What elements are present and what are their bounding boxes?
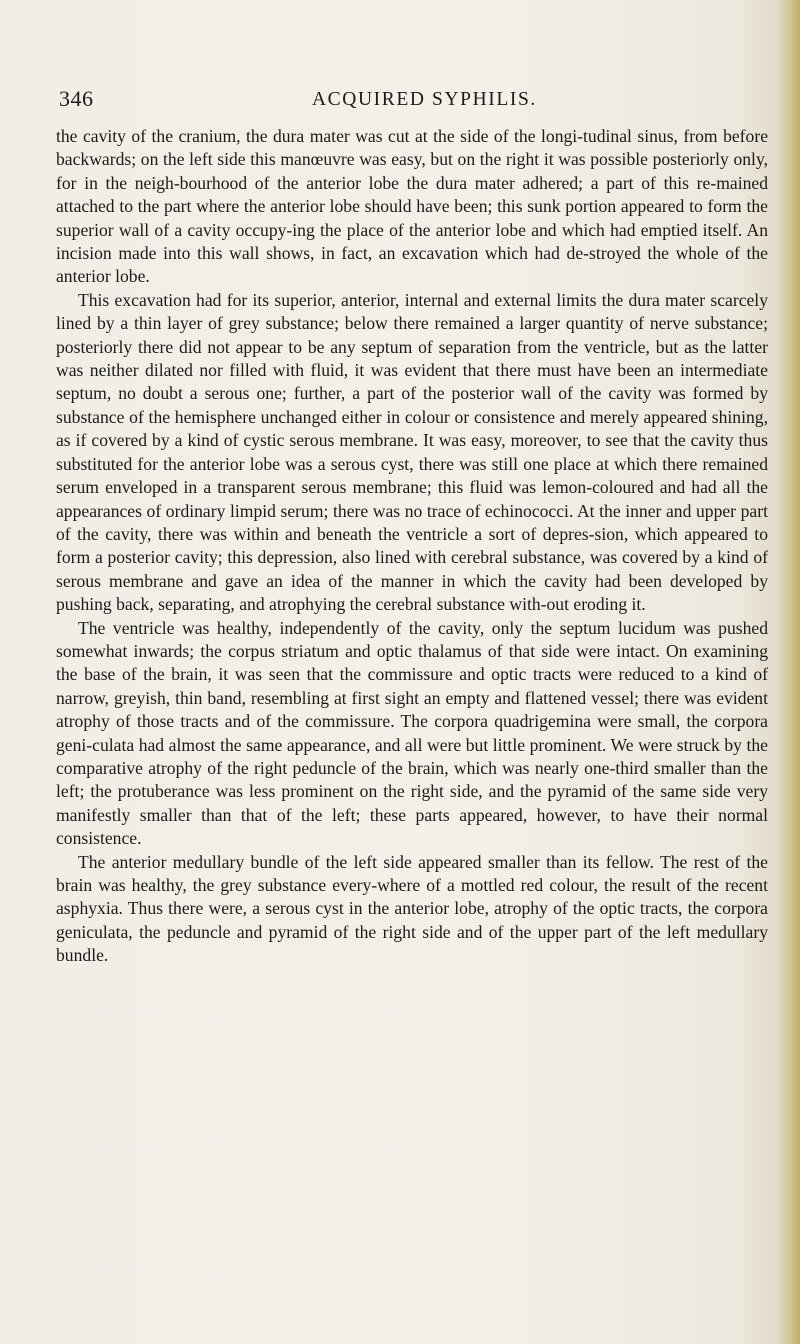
running-head: ACQUIRED SYPHILIS. [312,89,537,110]
paragraph: the cavity of the cranium, the dura mater was cut at the side of the longi-tudinal sinus, from before backwards; on the left side this manœuvre was easy, but on the right it was possible posteriorly only, for in the neigh-bourhood of the anterior lobe the dura mater adhered; a part of this re-mained attached to the part where the anterior lobe should have been; this sunk portion appeared to form the superior wall of a cavity occupy-ing the place of the anterior lobe and which had emptied itself. An incision made into this wall shows, in fact, an excavation which had de-stroyed the whole of the anterior lobe. [56,126,768,287]
page-header [0,86,800,116]
paragraph: The ventricle was healthy, independently of the cavity, only the septum lucidum was pushed somewhat inwards; the corpus striatum and optic thalamus of that side were intact. On examining the base of the brain, it was seen that the commissure and optic tracts were reduced to a kind of narrow, greyish, thin band, resembling at first sight an empty and flattened vessel; there was evident atrophy of those tracts and of the commissure. The corpora quadrigemina were small, the corpora geni-culata had almost the same appearance, and all were but little prominent. We were struck by the comparative atrophy of the right peduncle of the brain, which was nearly one-third smaller than the left; the protuberance was less prominent on the right side, and the pyramid of the same side very manifestly smaller than that of the left; these parts appeared, however, to have their normal consistence. [56,617,768,849]
page-number: 346 [59,86,94,111]
body-text [56,125,768,968]
paragraph: The anterior medullary bundle of the left side appeared smaller than its fellow. The rest of the brain was healthy, the grey substance every-where of a mottled red colour, the result of the recent asphyxia. Thus there were, a serous cyst in the anterior lobe, atrophy of the optic tracts, the corpora geniculata, the peduncle and pyramid of the right side and of the upper part of the left medullary bundle. [56,851,768,966]
paragraph: This excavation had for its superior, anterior, internal and external limits the dura mater scarcely lined by a thin layer of grey substance; below there remained a larger quantity of nerve substance; posteriorly there did not appear to be any septum of separation from the ventricle, but as the latter was neither dilated nor filled with fluid, it was evident that there must have been an intermediate septum, no doubt a serous one; further, a part of the posterior wall of the cavity was formed by substance of the hemisphere unchanged either in colour or consistence and merely appeared shining, as if covered by a kind of cystic serous membrane. It was easy, moreover, to see that the cavity thus substituted for the anterior lobe was a serous cyst, there was still one place at which there remained serum enveloped in a transparent serous membrane; this fluid was lemon-coloured and had all the appearances of ordinary limpid serum; there was no trace of echinococci. At the inner and upper part of the cavity, there was within and beneath the ventricle a sort of depres-sion, which appeared to form a posterior cavity; this depression, also lined with cerebral substance, was covered by a kind of serous membrane and gave an idea of the manner in which the cavity had been developed by pushing back, separating, and atrophying the cerebral substance with-out eroding it. [56,289,768,615]
page-edge-discoloration [778,0,800,1344]
